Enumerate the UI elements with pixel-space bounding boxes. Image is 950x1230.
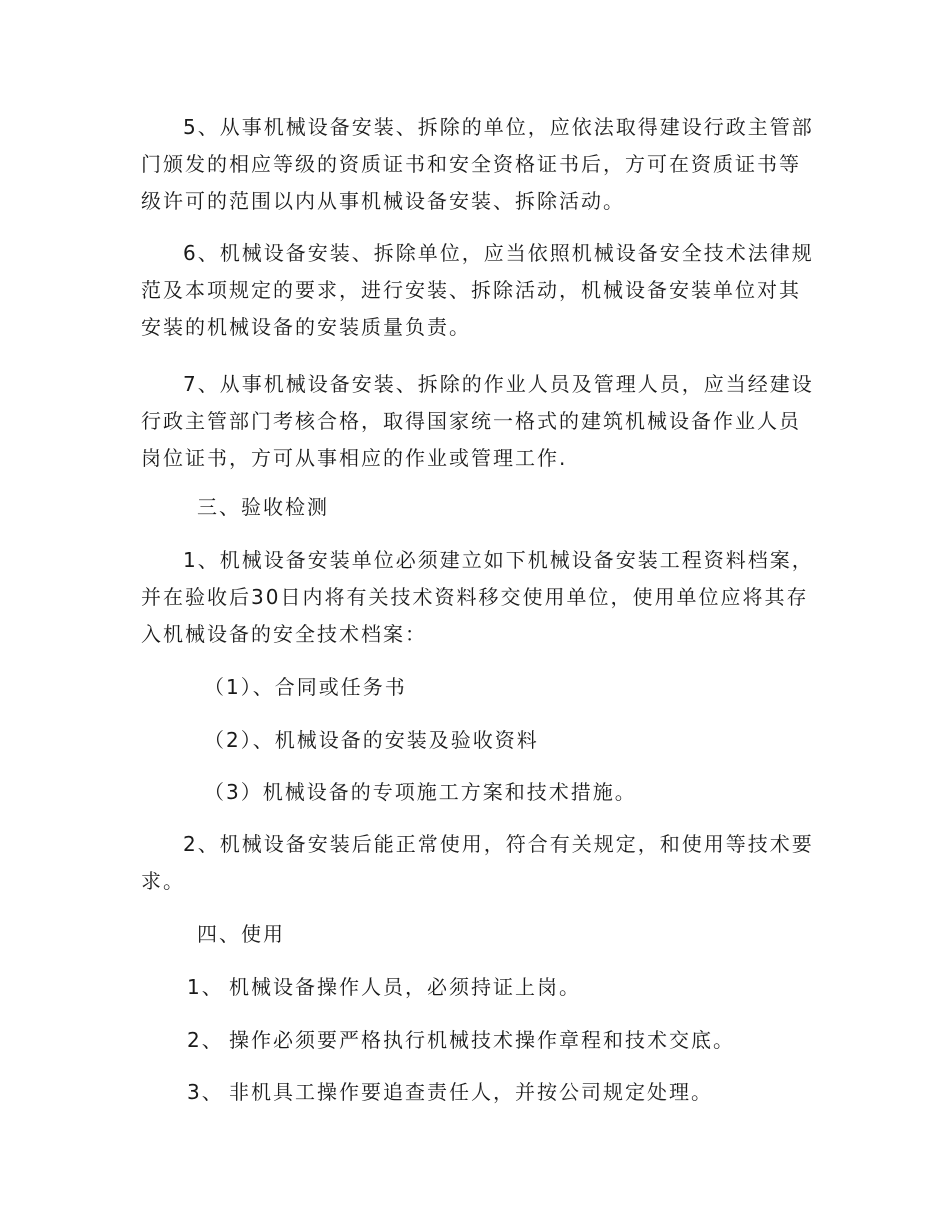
usage-item-3: [187, 1074, 713, 1111]
paragraph-item-6: 6、机械设备安装、拆除单位，应当依照机械设备安全技术法律规范及本项规定的要求，进行安装、拆除活动，机械设备安装单位对其安装的机械设备的安装质量负责。: [141, 241, 814, 339]
usage-item-text: 操作必须要严格执行机械技术操作章程和技术交底。: [229, 1028, 735, 1052]
usage-item-number: 2、: [187, 1028, 224, 1052]
sub-item-2: （2）、机械设备的安装及验收资料: [204, 728, 539, 752]
paragraph-item-5: 5、从事机械设备安装、拆除的单位，应依法取得建设行政主管部门颁发的相应等级的资质证书和安全资格证书后，方可在资质证书等级许可的范围以内从事机械设备安装、拆除活动。: [141, 115, 814, 213]
paragraph-item-7: 7、从事机械设备安装、拆除的作业人员及管理人员，应当经建设行政主管部门考核合格，取得国家统一格式的建筑机械设备作业人员岗位证书，方可从事相应的作业或管理工作.: [141, 372, 814, 470]
section-heading-3: 三、验收检测: [197, 495, 329, 519]
usage-item-number: 1、: [187, 975, 224, 999]
section3-paragraph-2: 2、机械设备安装后能正常使用，符合有关规定，和使用等技术要求。: [141, 832, 814, 893]
section-heading-4: 四、使用: [197, 922, 285, 946]
usage-item-text: 非机具工操作要追查责任人，并按公司规定处理。: [229, 1080, 713, 1104]
sub-item-1: （1）、合同或任务书: [204, 675, 407, 699]
usage-item-2: [187, 1022, 735, 1059]
usage-item-1: [187, 969, 581, 1006]
section3-paragraph-1: 1、机械设备安装单位必须建立如下机械设备安装工程资料档案，并在验收后30日内将有关技术资料移交使用单位，使用单位应将其存入机械设备的安全技术档案：: [141, 548, 814, 646]
usage-item-text: 机械设备操作人员，必须持证上岗。: [229, 975, 581, 999]
sub-item-3: （3）机械设备的专项施工方案和技术措施。: [204, 780, 637, 804]
usage-item-number: 3、: [187, 1080, 224, 1104]
